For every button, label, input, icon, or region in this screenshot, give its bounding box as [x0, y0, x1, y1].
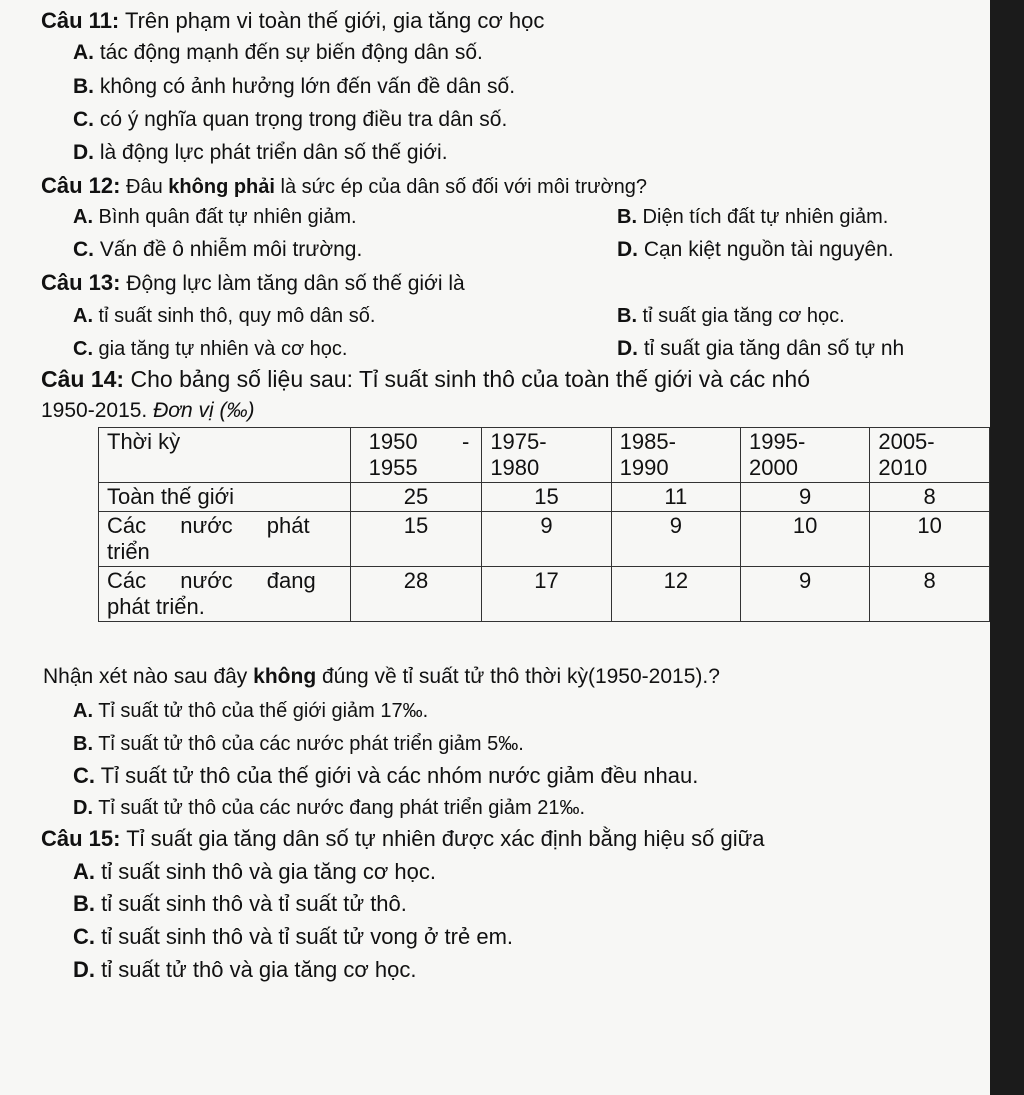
row-world-name: Toàn thế giới: [107, 484, 234, 509]
table-cell: 8: [870, 483, 990, 512]
q14-option-d-letter: D.: [73, 797, 93, 819]
q11-option-d-letter: D.: [73, 141, 94, 164]
question-14: [41, 366, 810, 392]
q12-option-b-letter: B.: [617, 206, 637, 228]
q13-option-d-text: tỉ suất gia tăng dân số tự nh: [638, 337, 905, 360]
period-2-start: 1975-: [490, 429, 547, 454]
q12-option-a: [73, 204, 357, 230]
table-cell: 17: [482, 567, 611, 622]
q11-option-c-text: có ý nghĩa quan trọng trong điều tra dân số.: [94, 108, 508, 131]
q12-option-a-text: Bình quân đất tự nhiên giảm.: [93, 206, 357, 228]
q15-option-a: [73, 859, 436, 885]
question-14-text: Cho bảng số liệu sau: Tỉ suất sinh thô của toàn thế giới và các nhó: [124, 366, 811, 392]
q12-option-b-text: Diện tích đất tự nhiên giảm.: [637, 206, 889, 228]
period-5-end: 2010: [878, 455, 928, 480]
question-14-period: 1950-2015.: [41, 399, 154, 422]
q11-option-b-text: không có ảnh hưởng lớn đến vấn đề dân số.: [94, 75, 516, 98]
q12-option-d-letter: D.: [617, 238, 638, 261]
birth-rate-table: [98, 427, 990, 622]
row-developed-name-2: triển: [107, 539, 150, 564]
q14-option-a: [73, 698, 428, 724]
period-1-dash: -: [461, 429, 470, 454]
q12-option-b: [617, 204, 888, 230]
question-15-text: Tỉ suất gia tăng dân số tự nhiên được xác định bằng hiệu số giữa: [120, 826, 765, 851]
q12-option-c: [73, 237, 362, 263]
q14-option-d-text: Tỉ suất tử thô của các nước đang phát triển giảm 21‰.: [93, 797, 586, 819]
q14-option-c-letter: C.: [73, 763, 95, 788]
q13-option-c: [73, 336, 347, 362]
q11-option-a: [73, 40, 483, 66]
q13-option-d: [617, 336, 904, 362]
table-header-period-4: [741, 428, 870, 483]
question-12-post: là sức ép của dân số đối với môi trường?: [274, 176, 648, 198]
q14-option-b: [73, 731, 524, 757]
question-13: [41, 270, 465, 297]
row-developing-name-1: Các nước đang: [107, 568, 316, 593]
question-14-prompt-post: đúng về tỉ suất tử thô thời kỳ(1950-2015).?: [316, 665, 720, 688]
table-cell: 25: [350, 483, 482, 512]
q11-option-b: [73, 74, 515, 100]
q12-option-c-text: Vấn đề ô nhiễm môi trường.: [94, 238, 363, 261]
table-cell: 10: [870, 512, 990, 567]
period-5-start: 2005-: [878, 429, 935, 454]
q14-option-b-text: Tỉ suất tử thô của các nước phát triển giảm 5‰.: [93, 733, 524, 755]
question-11: [41, 8, 544, 34]
q14-option-a-text: Tỉ suất tử thô của thế giới giảm 17‰.: [93, 700, 429, 722]
question-13-label: Câu 13:: [41, 270, 121, 295]
q13-option-a-letter: A.: [73, 305, 93, 327]
question-11-text: Trên phạm vi toàn thế giới, gia tăng cơ học: [119, 8, 545, 33]
q14-option-b-letter: B.: [73, 733, 93, 755]
q12-option-a-letter: A.: [73, 206, 93, 228]
row-world-label: [99, 483, 351, 512]
q15-option-d: [73, 957, 416, 983]
q15-option-c-letter: C.: [73, 924, 95, 949]
question-14-period-unit: [41, 398, 254, 424]
period-1-end: 1955: [368, 455, 418, 480]
q11-option-a-letter: A.: [73, 41, 94, 64]
row-developing-label: [99, 567, 351, 622]
period-4-start: 1995-: [749, 429, 806, 454]
table-cell: 15: [350, 512, 482, 567]
q14-option-d: [73, 795, 585, 821]
q13-option-a-text: tỉ suất sinh thô, quy mô dân số.: [93, 305, 376, 327]
q11-option-c: [73, 107, 507, 133]
table-header-row: [99, 428, 990, 483]
q15-option-b-letter: B.: [73, 891, 95, 916]
period-2-end: 1980: [490, 455, 540, 480]
q14-option-c-text: Tỉ suất tử thô của thế giới và các nhóm nước giảm đều nhau.: [95, 763, 699, 788]
q13-option-a: [73, 303, 375, 329]
question-15-label: Câu 15:: [41, 826, 121, 851]
table-header-period-2: [482, 428, 611, 483]
question-14-prompt-emphasis: không: [253, 665, 317, 688]
q11-option-c-letter: C.: [73, 108, 94, 131]
table-header-label: Thời kỳ: [99, 428, 351, 483]
row-developed-name-1: Các nước phát: [107, 513, 310, 538]
q15-option-a-text: tỉ suất sinh thô và gia tăng cơ học.: [95, 859, 436, 884]
period-3-end: 1990: [619, 455, 669, 480]
q13-option-b-text: tỉ suất gia tăng cơ học.: [637, 305, 845, 327]
q15-option-d-letter: D.: [73, 957, 95, 982]
q15-option-d-text: tỉ suất tử thô và gia tăng cơ học.: [95, 957, 417, 982]
table-cell: 11: [611, 483, 740, 512]
question-12-emphasis: không phải: [168, 176, 275, 198]
period-4-end: 2000: [749, 455, 798, 480]
question-12: [41, 173, 647, 200]
q12-option-d: [617, 237, 894, 263]
question-14-prompt-pre: Nhận xét nào sau đây: [43, 665, 254, 688]
q11-option-d-text: là động lực phát triển dân số thế giới.: [94, 141, 448, 164]
question-12-label: Câu 12:: [41, 173, 121, 198]
table-cell: 9: [482, 512, 611, 567]
q14-option-c: [73, 763, 698, 789]
row-developing-name-2: phát triển.: [107, 594, 205, 619]
table-row: [99, 512, 990, 567]
q15-option-a-letter: A.: [73, 859, 95, 884]
table-cell: 28: [350, 567, 482, 622]
table-cell: 9: [611, 512, 740, 567]
question-11-label: Câu 11:: [41, 8, 120, 33]
q12-option-d-text: Cạn kiệt nguồn tài nguyên.: [638, 238, 894, 261]
q13-option-c-letter: C.: [73, 338, 93, 360]
table-row: [99, 567, 990, 622]
row-developed-label: [99, 512, 351, 567]
question-14-unit: Đơn vị (‰): [153, 399, 255, 422]
q13-option-d-letter: D.: [617, 337, 638, 360]
question-15: [41, 826, 765, 852]
table-cell: 9: [741, 483, 870, 512]
period-1-start: 1950: [368, 429, 418, 454]
question-13-text: Động lực làm tăng dân số thế giới là: [120, 272, 465, 295]
q13-option-c-text: gia tăng tự nhiên và cơ học.: [93, 338, 348, 360]
q15-option-c-text: tỉ suất sinh thô và tỉ suất tử vong ở trẻ em.: [95, 924, 514, 949]
table-cell: 8: [870, 567, 990, 622]
table-cell: 12: [611, 567, 740, 622]
table-row: [99, 483, 990, 512]
table-cell: 15: [482, 483, 611, 512]
question-12-pre: Đâu: [120, 176, 169, 198]
table-cell: 9: [741, 567, 870, 622]
period-3-start: 1985-: [619, 429, 676, 454]
table-header-period-1: [350, 428, 482, 483]
table-header-period-3: [611, 428, 740, 483]
question-14-prompt: [43, 664, 720, 690]
q13-option-b: [617, 303, 845, 329]
question-14-label: Câu 14:: [41, 366, 125, 392]
q15-option-b-text: tỉ suất sinh thô và tỉ suất tử thô.: [95, 891, 407, 916]
q11-option-a-text: tác động mạnh đến sự biến động dân số.: [94, 41, 483, 64]
table-header-period-5: [870, 428, 990, 483]
q14-option-a-letter: A.: [73, 700, 93, 722]
q11-option-b-letter: B.: [73, 75, 94, 98]
q15-option-c: [73, 924, 513, 950]
q15-option-b: [73, 891, 407, 917]
q11-option-d: [73, 140, 448, 166]
table-cell: 10: [741, 512, 870, 567]
q13-option-b-letter: B.: [617, 305, 637, 327]
q12-option-c-letter: C.: [73, 238, 94, 261]
